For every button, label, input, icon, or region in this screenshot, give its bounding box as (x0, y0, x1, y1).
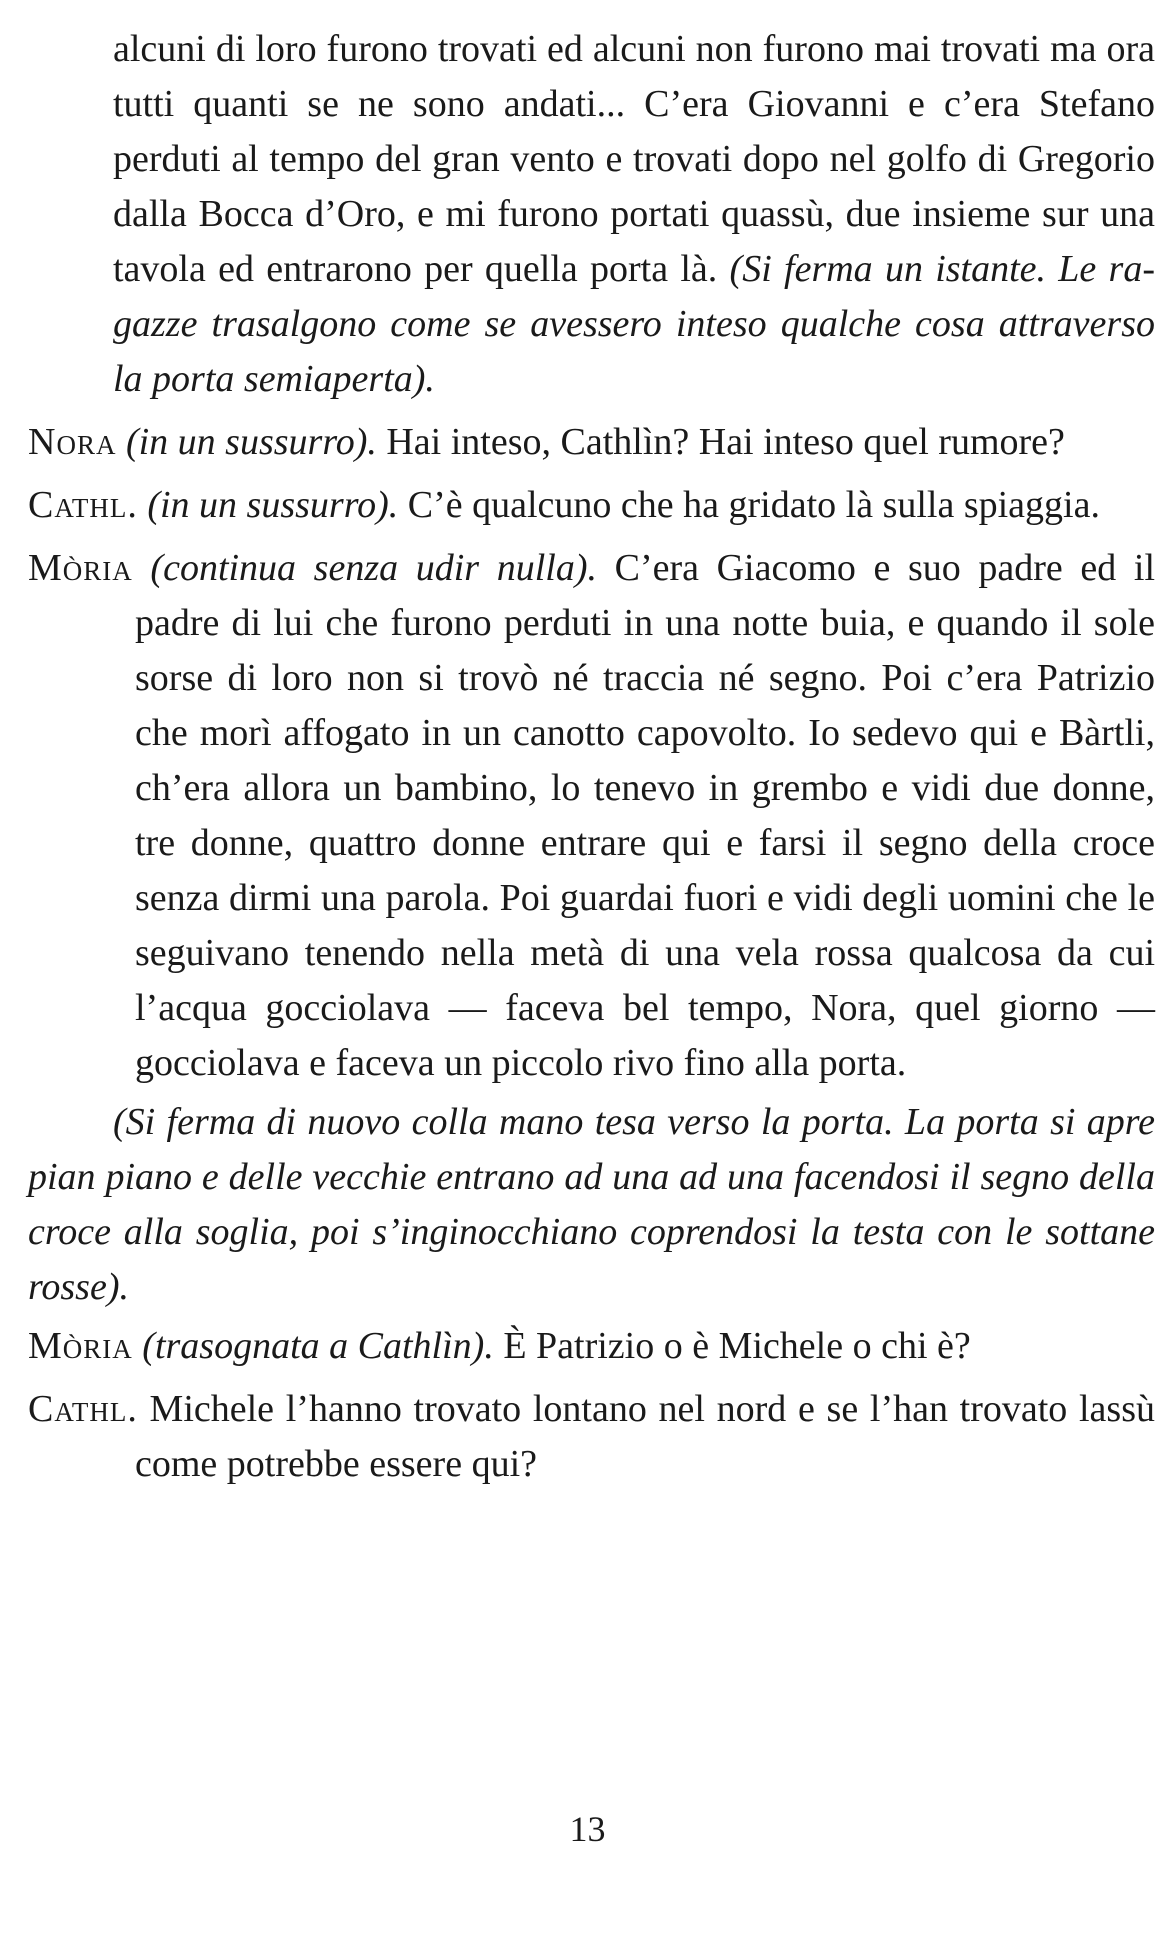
speech-text: Michele l’hanno trovato lontano nel nord e se l’han trovato lassù come potrebbe essere qui? (135, 1388, 1156, 1485)
speech-text: C’era Giacomo e suo padre ed il padre di lui che furono perduti in una notte buia, e quando il sole sorse di loro non si trovò né traccia né segno. Poi c’era Patrizio che morì affogato in un canotto capovolto. Io sedevo qui e Bàrtli, ch’era allora un bambino, lo tenevo in grembo e vidi due donne, tre donne, quattro donne entrare qui e farsi il segno della croce senza dirmi una parola. Poi guardai fuori e vidi degli uomini che le seguivano tenendo nella metà di una vela rossa qualcosa da cui l’acqua gocciolava — faceva bel tempo, Nora, quel giorno — gocciolava e faceva un piccolo rivo fino alla porta. (135, 547, 1156, 1084)
speech-text: C’è qualcuno che ha gridato là sulla spiaggia. (407, 484, 1100, 526)
speech-text: Hai inteso, Cathlìn? Hai inteso quel rumore? (386, 421, 1065, 463)
speech-text: È Patrizio o è Michele o chi è? (503, 1325, 971, 1367)
stage-direction-text: (Si ferma di nuovo colla mano tesa verso la porta. La porta si apre pian piano e delle vecchie entrano ad una ad una facendosi il segno della croce alla soglia, poi s’inginocchiano coprendosi la testa con le sottane rosse). (28, 1101, 1155, 1308)
speaker-name: Cathl. (28, 1388, 138, 1430)
speech-moria-2 (0, 1319, 1175, 1374)
stage-direction-paragraph (0, 1095, 1175, 1315)
speaker-name: Cathl. (28, 484, 138, 526)
stage-direction: (Si ferma un istante. Le ragazze trasalgono come se avessero inteso qualche cosa attraverso la porta semiaperta). (113, 248, 1156, 400)
speech-moria (0, 541, 1175, 1091)
paragraph-text: alcuni di loro furono trovati ed alcuni non furono mai trovati ma ora tutti quanti se ne sono andati... C’era Giovanni e c’era Stefano perduti al tempo del gran vento e trovati dopo nel golfo di Gregorio dalla Bocca d’Oro, e mi furono portati quassù, due insieme sur una tavola ed entrarono per quella porta là. (113, 28, 1155, 290)
stage-direction: (in un sussurro). (147, 484, 399, 526)
stage-direction: (continua senza udir nulla). (150, 547, 597, 589)
speaker-name: Mòria (28, 1325, 133, 1367)
speaker-name: Mòria (28, 547, 133, 589)
speaker-name: Nora (28, 421, 117, 463)
speech-nora (0, 415, 1175, 470)
stage-direction: (in un sussurro). (125, 421, 377, 463)
page-number: 13 (569, 1809, 606, 1849)
paragraph-continuation (0, 22, 1175, 407)
speech-cathl-2 (0, 1382, 1175, 1492)
stage-direction: (trasognata a Cathlìn). (142, 1325, 494, 1367)
speech-cathl (0, 478, 1175, 533)
